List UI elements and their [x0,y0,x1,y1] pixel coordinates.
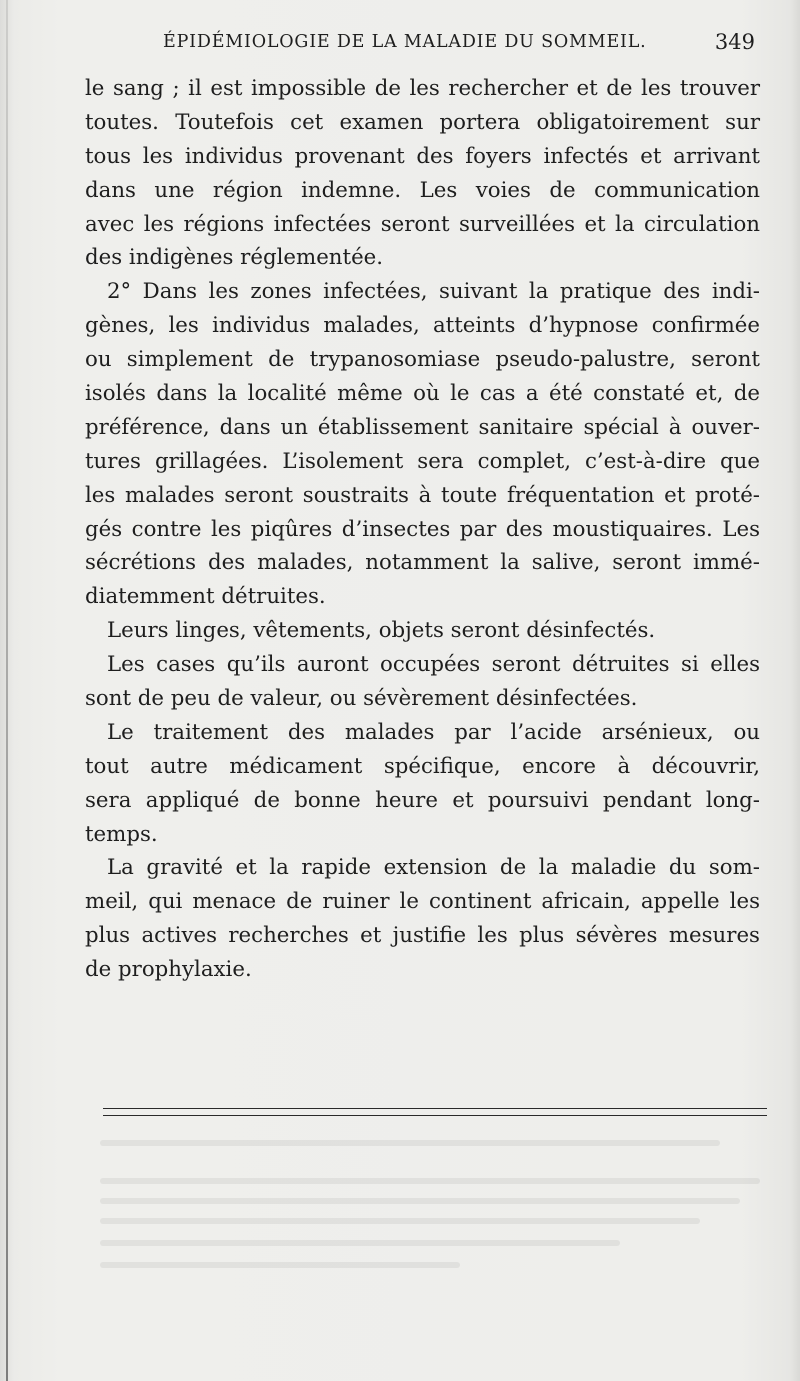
show-through-artifact [100,1140,720,1146]
show-through-artifact [100,1218,700,1224]
text-line: temps. [85,821,158,847]
text-line: dans une région indemne. Les voies de communication [85,177,760,203]
text-line: sécrétions des malades, notamment la salive, seront immé- [85,550,760,576]
text-line: La gravité et la rapide extension de la maladie du som- [107,855,760,881]
closing-double-rule [103,1108,767,1116]
text-line: Leurs linges, vêtements, objets seront désinfectés. [107,618,656,644]
text-line: toutes. Toutefois cet examen portera obligatoirement sur [85,109,760,135]
body-text [85,72,760,987]
text-line: Les cases qu’ils auront occupées seront détruites si elles [107,652,760,678]
show-through-artifact [100,1262,460,1268]
text-line: avec les régions infectées seront surveillées et la circulation [85,211,760,237]
text-line: les malades seront soustraits à toute fréquentation et proté- [85,482,760,508]
text-line: gènes, les individus malades, atteints d’hypnose confirmée [85,313,760,339]
text-line: diatemment détruites. [85,584,326,610]
text-line: préférence, dans un établissement sanitaire spécial à ouver- [85,414,760,440]
binding-shadow [6,0,8,1381]
show-through-artifact [100,1178,760,1184]
page-number: 349 [714,30,755,54]
show-through-artifact [100,1198,740,1204]
text-line: le sang ; il est impossible de les rechercher et de les trouver [85,76,760,101]
text-line: plus actives recherches et justifie les plus sévères mesures [85,923,760,949]
show-through-artifact [100,1240,620,1246]
running-title: ÉPIDÉMIOLOGIE DE LA MALADIE DU SOMMEIL. [163,32,647,52]
text-line: meil, qui menace de ruiner le continent africain, appelle les [85,889,760,915]
text-line: Le traitement des malades par l’acide arsénieux, ou [107,719,760,745]
text-line: tures grillagées. L’isolement sera complet, c’est-à-dire que [85,448,760,474]
text-line: de prophylaxie. [85,957,252,983]
text-line: gés contre les piqûres d’insectes par des moustiquaires. Les [85,516,760,542]
text-line: sont de peu de valeur, ou sévèrement désinfectées. [85,686,638,712]
text-line: des indigènes réglementée. [85,245,384,271]
text-line: sera appliqué de bonne heure et poursuivi pendant long- [85,787,760,813]
text-line: tous les individus provenant des foyers infectés et arrivant [85,143,760,169]
text-line: ou simplement de trypanosomiase pseudo-palustre, seront [85,347,760,373]
text-line: tout autre médicament spécifique, encore à découvrir, [85,753,760,779]
text-line: 2° Dans les zones infectées, suivant la pratique des indi- [107,279,760,305]
running-header [163,30,763,60]
text-line: isolés dans la localité même où le cas a été constaté et, de [85,381,760,407]
